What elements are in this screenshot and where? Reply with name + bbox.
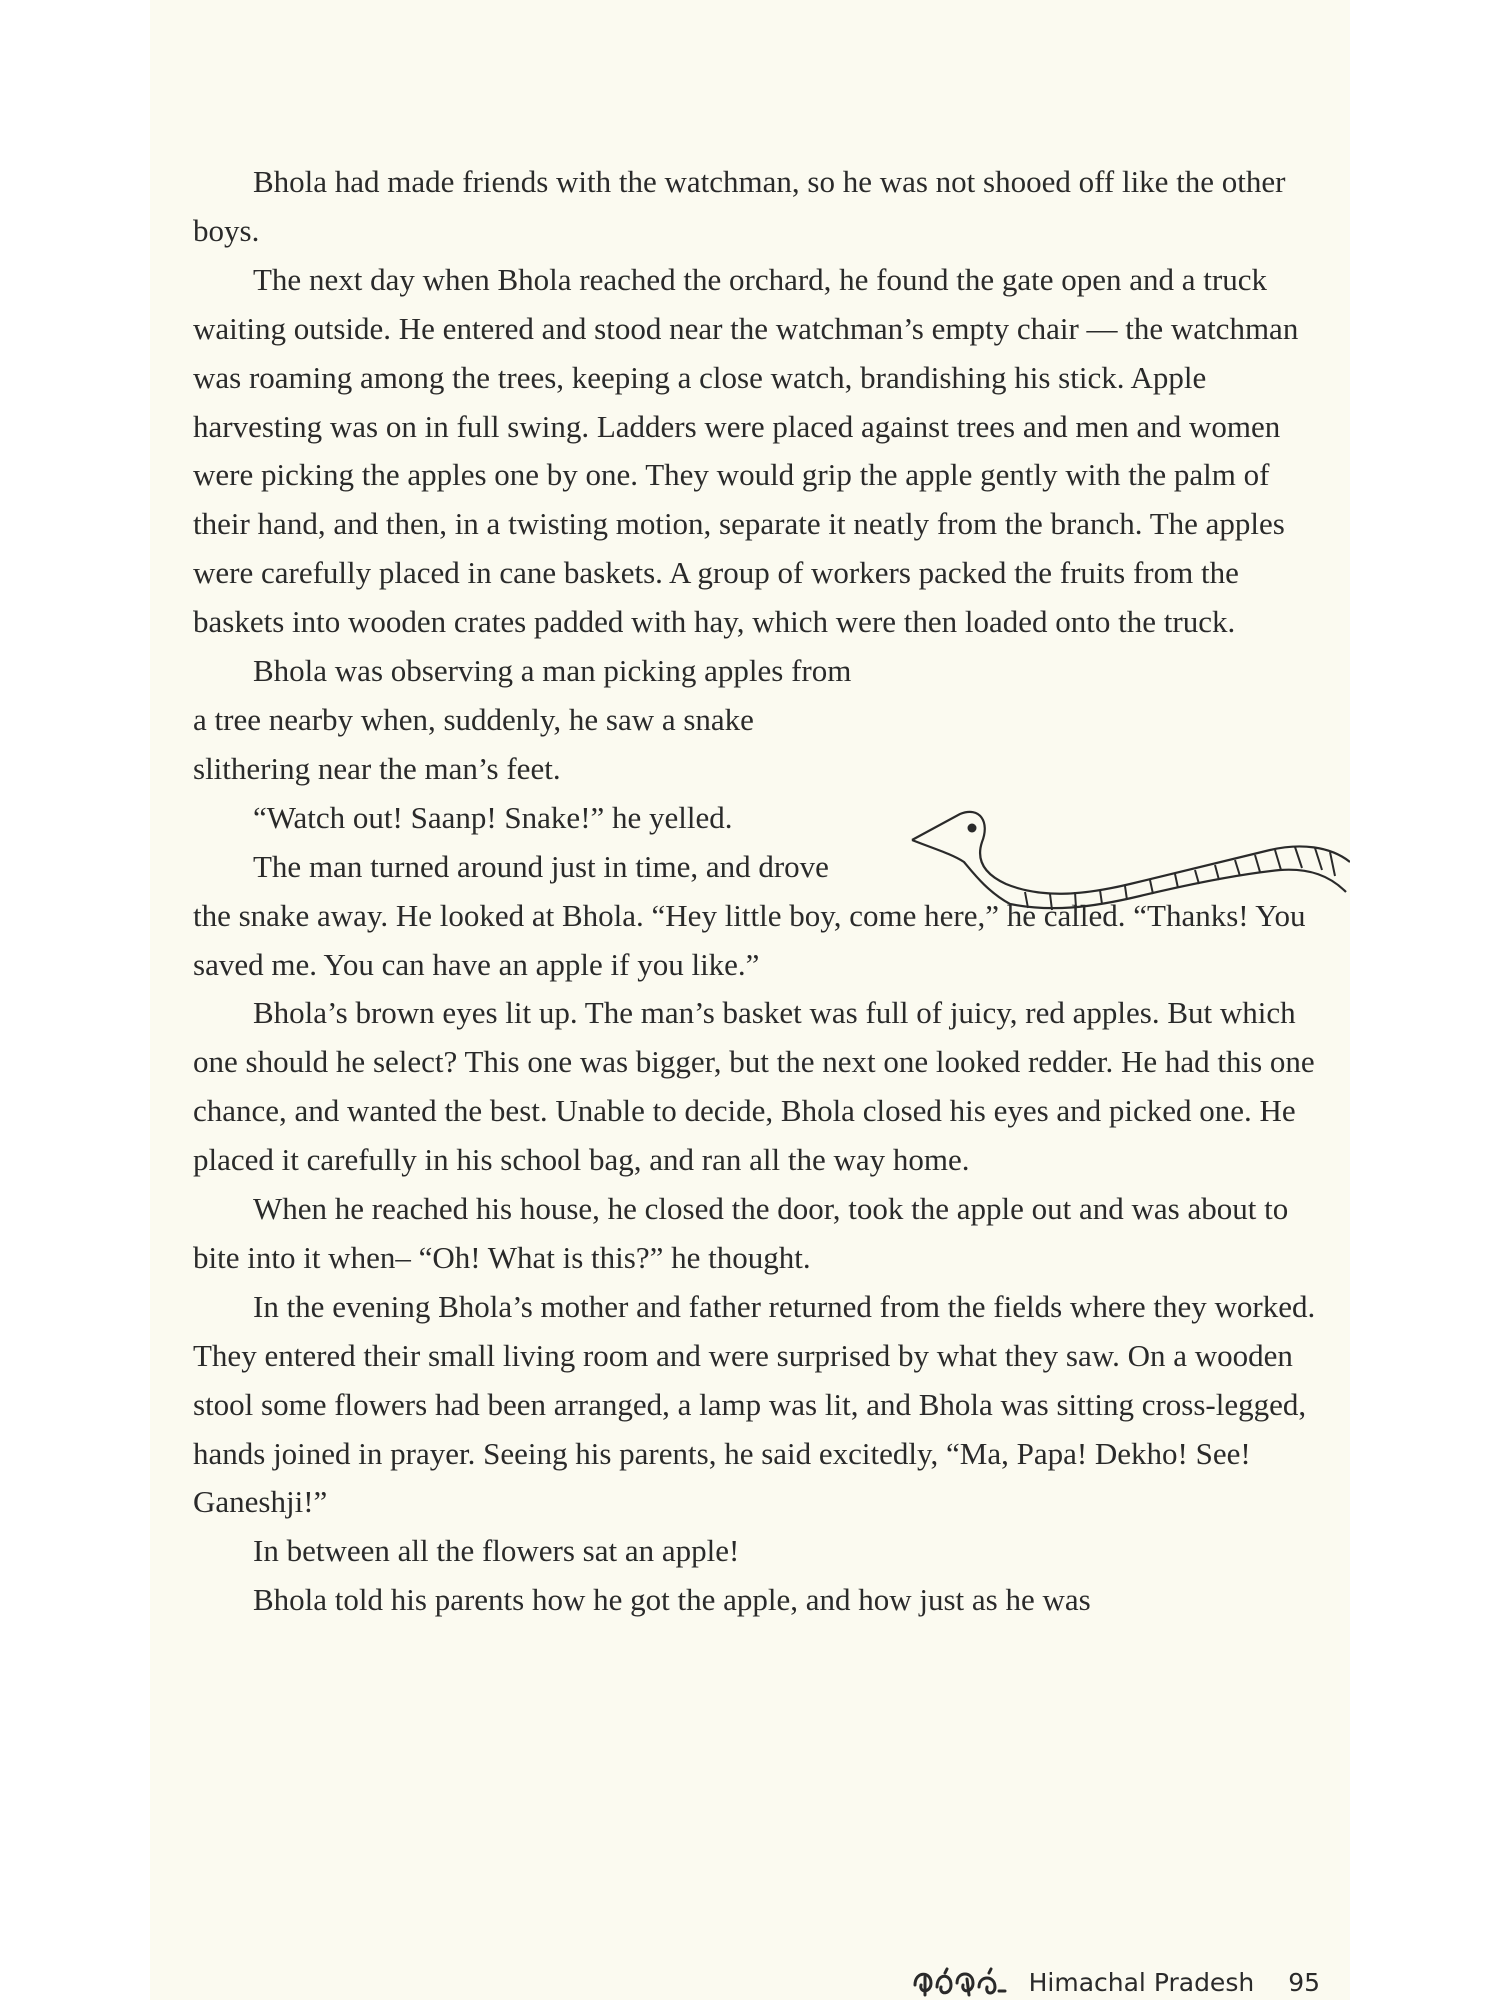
book-page [150, 0, 1350, 2000]
paragraph-man-turned: The man turned around just in time, and drove [253, 848, 829, 884]
paragraph-choosing-apple: Bhola’s brown eyes lit up. The man’s basket was full of juicy, red apples. But which one should he select? This one was bigger, but the next one looked redder. He had this one chance, and wanted the best. Unable to decide, Bhola closed his eyes and picked one. He placed it carefully in his school bag, and ran all the way home. [193, 995, 1315, 1178]
paragraph-home: When he reached his house, he closed the door, took the apple out and was about to bite into it when– “Oh! What is this?” he thought. [193, 1191, 1289, 1275]
snake-illustration [910, 800, 1350, 930]
paragraph-apple-flowers: In between all the flowers sat an apple! [253, 1533, 740, 1569]
paragraph-told-parents: Bhola told his parents how he got the apple, and how just as he was [253, 1582, 1091, 1618]
page-footer [909, 1965, 1320, 1999]
paragraph-snake-sighting: Bhola was observing a man picking apples from a tree nearby when, suddenly, he saw a snake slithering near the man’s feet. [193, 653, 852, 786]
page-number: 95 [1288, 1967, 1320, 1997]
decorative-motif-icon [909, 1965, 1009, 1999]
paragraph-harvest: The next day when Bhola reached the orchard, he found the gate open and a truck waiting outside. He entered and stood near the watchman’s empty chair — the watchman was roaming among the trees, keeping a close watch, brandishing his stick. Apple harvesting was on in full swing. Ladders were placed against trees and men and women were picking the apples one by one. They would grip the apple gently with the palm of their hand, and then, in a twisting motion, separate it neatly from the branch. The apples were carefully placed in cane baskets. A group of workers packed the fruits from the baskets into wooden crates padded with hay, which were then loaded onto the truck. [193, 261, 1299, 640]
footer-section-title: Himachal Pradesh [1028, 1967, 1255, 1997]
paragraph-evening: In the evening Bhola’s mother and father returned from the fields where they worked. They entered their small living room and were surprised by what they saw. On a wooden stool some flowers had been arranged, a lamp was lit, and Bhola was sitting cross-legged, hands joined in prayer. Seeing his parents, he said excitedly, “Ma, Papa! Dekho! See! Ganeshji!” [193, 1288, 1316, 1520]
snake-wrap-column [193, 647, 863, 892]
paragraph-warning: “Watch out! Saanp! Snake!” he yelled. [253, 799, 733, 835]
paragraph-continued: the snake away. He looked at Bhola. “Hey little boy, come here,” he called. “Thanks! You saved me. You can have an apple if you like.” [193, 897, 1306, 982]
paragraph-watchman: Bhola had made friends with the watchman, so he was not shooed off like the other boys. [193, 164, 1286, 248]
